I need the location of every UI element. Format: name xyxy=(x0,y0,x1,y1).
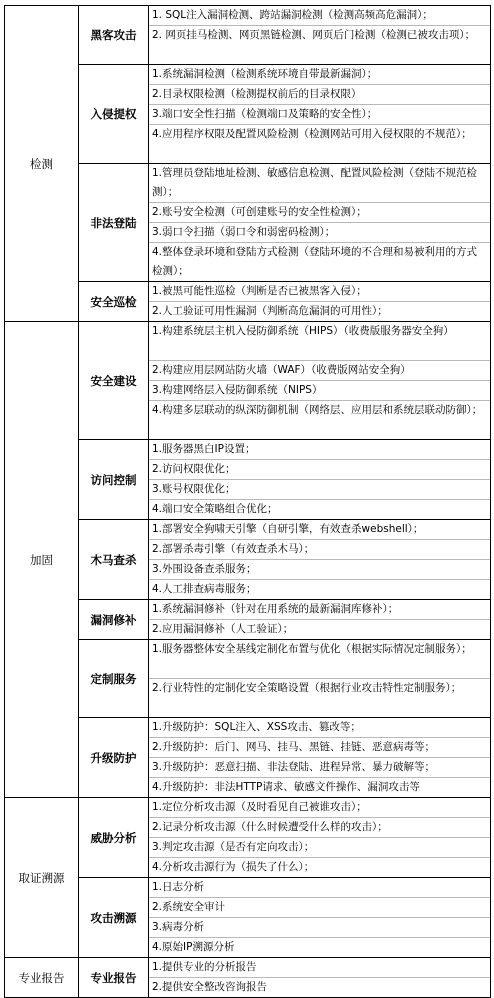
list-item: 4.构建多层联动的纵深防御机制（网络层、应用层和系统层联动防御）； xyxy=(152,404,483,416)
list-item: 3.弱口令扫描（弱口令和弱密码检测）； xyxy=(149,223,490,243)
items-cell xyxy=(149,640,491,718)
subcategory-cell: 黑客攻击 xyxy=(79,6,149,65)
list-item: 4.端口安全策略组合优化； xyxy=(152,503,278,515)
category-cell: 取证溯源 xyxy=(5,798,79,958)
items-cell xyxy=(149,520,491,600)
items-cell xyxy=(149,164,491,282)
subcategory-cell: 访问控制 xyxy=(79,440,149,520)
list-item: 2.构建应用层网站防火墙（WAF）（收费版网站安全狗） xyxy=(149,361,490,381)
table-body xyxy=(5,6,491,998)
list-item: 1. SQL注入漏洞检测、跨站漏洞检测（检测高频高危漏洞）； xyxy=(149,6,490,26)
subcategory-cell: 入侵提权 xyxy=(79,65,149,164)
list-item: 2.提供安全整改咨询报告 xyxy=(152,981,268,993)
items-cell xyxy=(149,6,491,65)
list-item: 2.记录分析攻击源（什么时候遭受什么样的攻击）； xyxy=(149,818,490,838)
security-services-table xyxy=(4,5,491,998)
items-cell xyxy=(149,440,491,520)
category-cell: 加固 xyxy=(5,322,79,798)
list-item: 2.访问权限优化； xyxy=(149,460,490,480)
list-item: 2.应用漏洞修补（人工验证）； xyxy=(152,623,294,635)
category-cell: 检测 xyxy=(5,6,79,322)
list-item: 3.病毒分析 xyxy=(149,918,490,938)
subcategory-cell: 威胁分析 xyxy=(79,798,149,878)
list-item: 1.提供专业的分析报告 xyxy=(149,958,490,978)
list-item: 4.分析攻击源行为（损失了什么）； xyxy=(152,861,315,873)
list-item: 3.外围设备查杀服务； xyxy=(149,560,490,580)
items-cell xyxy=(149,322,491,440)
table-row xyxy=(5,6,491,65)
list-item: 4.升级防护：非法HTTP请求、敏感文件操作、漏洞攻击等 xyxy=(152,781,420,793)
list-item: 1.构建系统层主机入侵防御系统（HIPS）（收费版服务器安全狗） xyxy=(149,322,490,361)
list-item: 4.原始IP溯源分析 xyxy=(152,941,235,953)
subcategory-cell: 专业报告 xyxy=(79,958,149,998)
list-item: 1.被黑可能性巡检（判断是否已被黑客入侵）； xyxy=(149,282,490,302)
table-row xyxy=(5,958,491,998)
list-item: 4.人工排查病毒服务； xyxy=(152,583,257,595)
subcategory-cell: 非法登陆 xyxy=(79,164,149,282)
list-item: 1.服务器整体安全基线定制化布置与优化（根据实际情况定制服务）； xyxy=(149,640,490,679)
list-item: 2. 网页挂马检测、网页黑链检测、网页后门检测（检测已被攻击项）； xyxy=(152,29,476,41)
list-item: 2.升级防护：后门、网马、挂马、黑链、挂链、恶意病毒等； xyxy=(149,738,490,758)
list-item: 2.人工验证可用性漏洞（判断高危漏洞的可用性）； xyxy=(152,305,388,317)
subcategory-cell: 升级防护 xyxy=(79,718,149,798)
list-item: 1.服务器黑白IP设置； xyxy=(149,440,490,460)
category-cell: 专业报告 xyxy=(5,958,79,998)
table-row xyxy=(5,798,491,878)
subcategory-cell: 木马查杀 xyxy=(79,520,149,600)
subcategory-cell: 定制服务 xyxy=(79,640,149,718)
list-item: 2.系统安全审计 xyxy=(149,898,490,918)
list-item: 1.系统漏洞修补（针对在用系统的最新漏洞库修补）； xyxy=(149,600,490,620)
list-item: 3.端口安全性扫描（检测端口及策略的安全性）； xyxy=(149,105,490,125)
list-item: 3.升级防护：恶意扫描、非法登陆、进程异常、暴力破解等； xyxy=(149,758,490,778)
list-item: 2.目录权限检测（检测提权前后的目录权限） xyxy=(149,85,490,105)
list-item: 1.管理员登陆地址检测、敏感信息检测、配置风险检测（登陆不规范检测）； xyxy=(149,164,490,203)
subcategory-cell: 漏洞修补 xyxy=(79,600,149,640)
items-cell xyxy=(149,718,491,798)
list-item: 1.升级防护：SQL注入、XSS攻击、篡改等； xyxy=(149,718,490,738)
subcategory-cell: 安全建设 xyxy=(79,322,149,440)
list-item: 3.判定攻击源（是否有定向攻击）； xyxy=(149,838,490,858)
list-item: 4.应用程序权限及配置风险检测（检测网站可用入侵权限的不规范）； xyxy=(152,128,472,140)
items-cell xyxy=(149,878,491,958)
list-item: 2.账号安全检测（可创建账号的安全性检测）； xyxy=(149,203,490,223)
subcategory-cell: 安全巡检 xyxy=(79,282,149,322)
list-item: 2.行业特性的定制化安全策略设置（根据行业攻击特性定制服务）； xyxy=(152,682,462,694)
list-item: 3.构建网络层入侵防御系统（NIPS） xyxy=(149,381,490,401)
list-item: 1.系统漏洞检测（检测系统环境自带最新漏洞）； xyxy=(149,65,490,85)
items-cell xyxy=(149,282,491,322)
items-cell xyxy=(149,958,491,998)
subcategory-cell: 攻击溯源 xyxy=(79,878,149,958)
table-row xyxy=(5,322,491,440)
list-item: 2.部署杀毒引擎（有效查杀木马）； xyxy=(149,540,490,560)
items-cell xyxy=(149,600,491,640)
list-item: 3.账号权限优化； xyxy=(149,480,490,500)
list-item: 1.定位分析攻击源（及时看见自己被谁攻击）； xyxy=(149,798,490,818)
list-item: 1.日志分析 xyxy=(149,878,490,898)
list-item: 4.整体登录环境和登陆方式检测（登陆环境的不合理和易被利用的方式检测）； xyxy=(152,246,478,277)
list-item: 1.部署安全狗啸天引擎（自研引擎，有效查杀webshell）； xyxy=(149,520,490,540)
items-cell xyxy=(149,65,491,164)
items-cell xyxy=(149,798,491,878)
